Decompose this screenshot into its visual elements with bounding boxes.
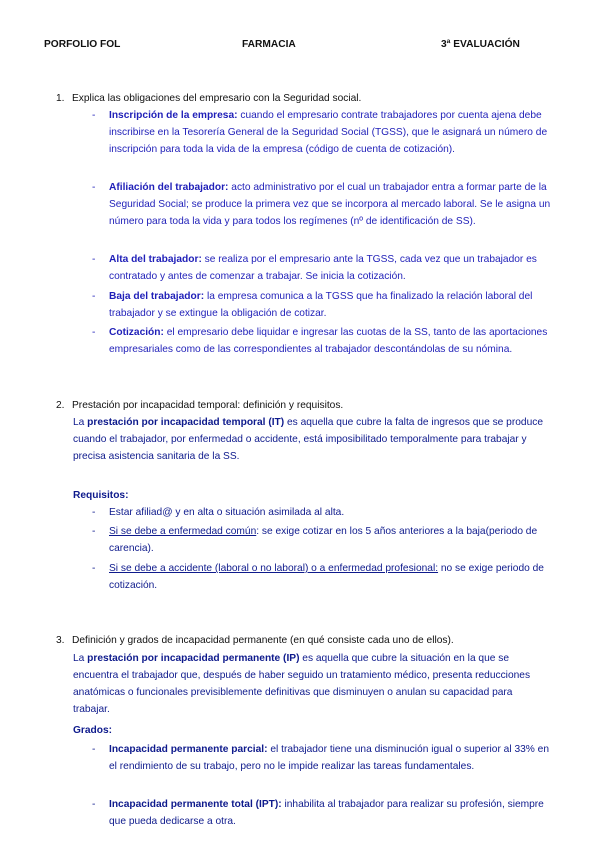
q1-item-text: cuando el empresario contrate trabajadores por cuenta ajena debe inscribirse en la Tesorería General de la Seguridad Social (TGSS), que le asignará un número de inscripción para toda la vida de la empresa (código de cuenta de cotización). — [109, 110, 548, 155]
header-left: PORFOLIO FOL — [44, 39, 121, 50]
bullet-dash: - — [92, 563, 96, 574]
q2-requisitos-label: Requisitos: — [73, 490, 129, 501]
q3-def-text: es aquella que cubre la situación en la que se encuentra el trabajador que, después de haber seguido un tratamiento médico, presenta reducciones anatómicas o funcionales previsiblemente definitivas que disminuyen o anulan su capacidad para trabajar. — [73, 653, 531, 715]
bullet-dash: - — [92, 744, 96, 755]
q3-grados-label: Grados: — [73, 725, 113, 736]
q2-def-text: es aquella que cubre la falta de ingresos que se produce cuando el trabajador, por enfermedad o accidente, está imposibilitado temporalmente para trabajar y precisa asistencia sanitaria de la SS. — [73, 417, 543, 462]
q3-definition — [73, 650, 543, 718]
q1-item-text: se realiza por el empresario ante la TGSS, cada vez que un trabajador es contratado y antes de comenzar a trabajar. Se inicia la cotización. — [109, 254, 537, 282]
q1-item-text: el empresario debe liquidar e ingresar las cuotas de la SS, tanto de las aportaciones empresariales como de las correspondientes al trabajador descontándolas de su nómina. — [109, 327, 548, 355]
q2-req-text: Estar afiliad@ y en alta o situación asimilada al alta. — [109, 507, 345, 518]
q2-req-text: no se exige periodo de cotización. — [109, 563, 544, 591]
bullet-dash: - — [92, 327, 96, 338]
q2-definition — [73, 414, 543, 465]
q2-req-text: : se exige cotizar en los 5 años anteriores a la baja(periodo de carencia). — [109, 526, 538, 554]
bullet-dash: - — [92, 291, 96, 302]
q3-grado-text: inhabilita al trabajador para realizar su profesión, siempre que pueda dedicarse a otra. — [109, 799, 544, 827]
page-header — [0, 36, 600, 53]
q3-grado-term: Incapacidad permanente total (IPT): — [109, 799, 282, 810]
q3-def-pre: La — [73, 653, 88, 664]
question-3-number: 3. — [56, 635, 65, 646]
bullet-dash: - — [92, 182, 96, 193]
q2-req-underline: Si se debe a enfermedad común — [109, 526, 257, 537]
q3-grado-term: Incapacidad permanente parcial: — [109, 744, 268, 755]
bullet-dash: - — [92, 526, 96, 537]
header-center: FARMACIA — [242, 39, 296, 50]
q1-item-term: Baja del trabajador: — [109, 291, 205, 302]
bullet-dash: - — [92, 507, 96, 518]
q3-grado-text: el trabajador tiene una disminución igual o superior al 33% en el rendimiento de su trabajo, pero no le impide realizar las tareas fundamentales. — [109, 744, 549, 772]
bullet-dash: - — [92, 254, 96, 265]
q1-item-text: la empresa comunica a la TGSS que ha finalizado la relación laboral del trabajador y se extingue la obligación de cotizar. — [109, 291, 533, 319]
q1-item-text: acto administrativo por el cual un trabajador entra a formar parte de la Seguridad Social; se produce la primera vez que se incorpora al mercado laboral. Se le asigna un número para toda la vida y para todos los regímenes (nº de identificación de SS). — [109, 182, 551, 227]
q2-def-term: prestación por incapacidad temporal (IT) — [87, 417, 285, 428]
question-1-text: Explica las obligaciones del empresario con la Seguridad social. — [72, 93, 362, 104]
header-right: 3ª EVALUACIÓN — [441, 39, 520, 50]
question-1-number: 1. — [56, 93, 65, 104]
question-2-number: 2. — [56, 400, 65, 411]
q1-item-term: Afiliación del trabajador: — [109, 182, 229, 193]
question-3-text: Definición y grados de incapacidad permanente (en qué consiste cada uno de ellos). — [72, 635, 454, 646]
question-2-text: Prestación por incapacidad temporal: definición y requisitos. — [72, 400, 344, 411]
q1-item-term: Alta del trabajador: — [109, 254, 202, 265]
bullet-dash: - — [92, 110, 96, 121]
q1-item-term: Inscripción de la empresa: — [109, 110, 238, 121]
q3-def-term: prestación por incapacidad permanente (IP) — [87, 653, 300, 664]
q1-item-term: Cotización: — [109, 327, 164, 338]
bullet-dash: - — [92, 799, 96, 810]
q2-req-underline: Si se debe a accidente (laboral o no laboral) o a enfermedad profesional: — [109, 563, 439, 574]
q2-def-pre: La — [73, 417, 88, 428]
